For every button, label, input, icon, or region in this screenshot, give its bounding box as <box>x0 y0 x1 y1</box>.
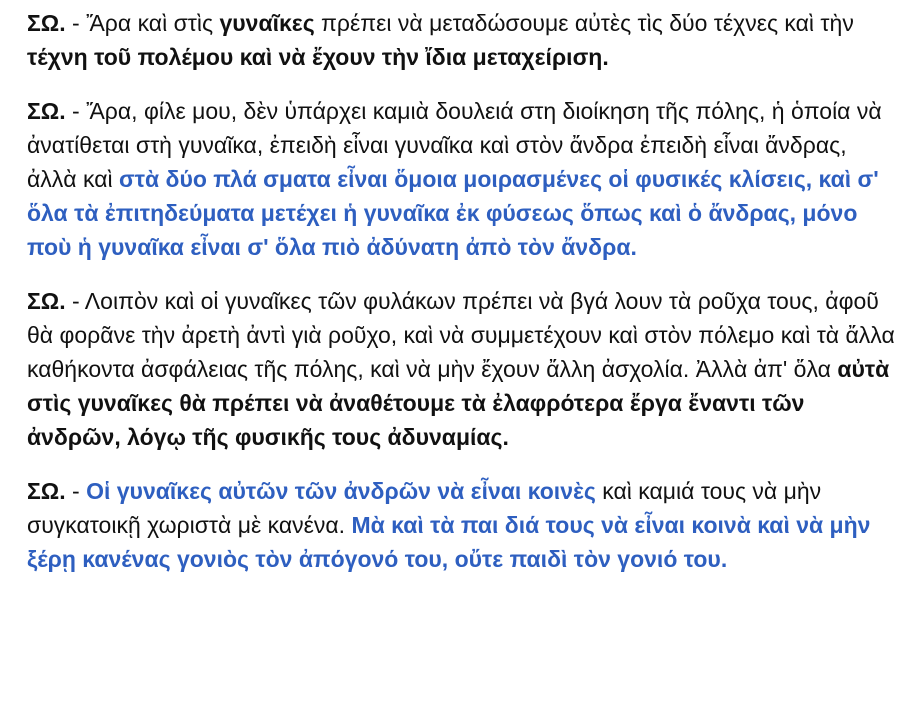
paragraph-4 <box>27 474 897 576</box>
dialogue-text <box>27 6 897 576</box>
text-segment: - Ἄρα, φίλε μου, δὲν ὑπάρχει καμιὰ δουλειά στη διοίκηση τῆς πόλης, ἡ ὁποία νὰ ἀνατίθεται στὴ γυναῖκα, ἐπειδὴ εἶναι γυναῖκα καὶ στὸν ἄνδρα ἐπειδὴ εἶναι ἄνδρας, ἀλλὰ καὶ <box>27 98 882 192</box>
text-segment: πρέπει νὰ μεταδώσουμε αὐτὲς τὶς δύο τέχνες καὶ τὴν <box>314 10 854 36</box>
paragraph-1 <box>27 6 897 74</box>
text-segment: - <box>65 478 87 504</box>
paragraph-3 <box>27 284 897 454</box>
speaker-label: ΣΩ. <box>27 478 66 504</box>
paragraph-2 <box>27 94 897 264</box>
highlight-segment: στὰ δύο πλά σματα εἶναι ὅμοια μοιρασμένες οἱ φυσικές κλίσεις, καὶ σ' ὅλα τὰ ἐπιτηδεύματα μετέχει ἡ γυναῖκα ἐκ φύσεως ὅπως καὶ ὁ ἄνδρας, μόνο ποὺ ἡ γυναῖκα εἶναι σ' ὅλα πιὸ ἀδύνατη ἀπὸ τὸν ἄνδρα. <box>27 166 879 260</box>
speaker-label: ΣΩ. <box>27 10 66 36</box>
speaker-label: ΣΩ. <box>27 288 66 314</box>
emphasis-segment: αὐτὰ στὶς γυναῖκες θὰ πρέπει νὰ ἀναθέτουμε τὰ ἐλαφρότερα ἔργα ἔναντι τῶν ἀνδρῶν, λόγῳ τῆς φυσικῆς τους ἀδυναμίας. <box>27 356 890 450</box>
highlight-segment: Οἱ γυναῖκες αὐτῶν τῶν ἀνδρῶν νὰ εἶναι κοινὲς <box>86 478 596 504</box>
emphasis-segment: γυναῖκες <box>219 10 315 36</box>
highlight-segment: Μὰ καὶ τὰ παι διά τους νὰ εἶναι κοινὰ καὶ νὰ μὴν ξέρῃ κανένας γονιὸς τὸν ἀπόγονό του, οὔτε παιδὶ τὸν γονιό του. <box>27 512 871 572</box>
speaker-label: ΣΩ. <box>27 98 66 124</box>
text-segment: καὶ καμιά τους νὰ μὴν συγκατοικῇ χωριστὰ μὲ κανένα. <box>27 478 822 538</box>
emphasis-segment: τέχνη τοῦ πολέμου καὶ νὰ ἔχουν τὴν ἴδια μεταχείριση. <box>27 44 609 70</box>
text-segment: Ἄρα καὶ στὶς <box>86 10 220 36</box>
text-segment: - <box>65 10 87 36</box>
text-segment: - Λοιπὸν καὶ οἱ γυναῖκες τῶν φυλάκων πρέπει νὰ βγά λουν τὰ ροῦχα τους, ἀφοῦ θὰ φορᾶνε τὴν ἀρετὴ ἀντὶ γιὰ ροῦχο, καὶ νὰ συμμετέχουν καὶ στὸν πόλεμο καὶ τὰ ἄλλα καθήκοντα ἀσφάλειας τῆς πόλης, καὶ νὰ μὴν ἔχουν ἄλλη ἀσχολία. Ἀλλὰ ἀπ' ὅλα <box>27 288 895 382</box>
